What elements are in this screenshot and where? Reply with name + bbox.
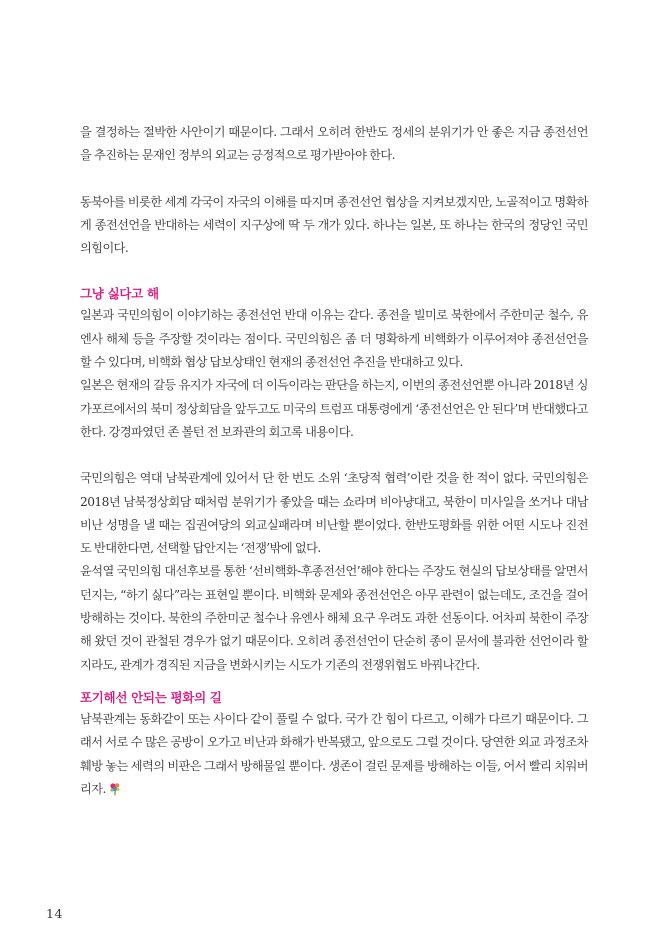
article-body: [80, 121, 588, 801]
paragraph-intro-1: 을 결정하는 절박한 사안이기 때문이다. 그래서 오히려 한반도 정세의 분위기가 안 좋은 지금 종전선언을 추진하는 문재인 정부의 외교는 긍정적으로 평가받아야 한다.: [80, 125, 588, 163]
paragraph-s2-1-text: 남북관계는 동화같이 또는 사이다 같이 풀릴 수 없다. 국가 간 힘이 다르고, 이해가 다르기 때문이다. 그래서 서로 수 많은 공방이 오가고 비난과 화해가 반복됐고, 앞으로도 그럴 것이다. 당연한 외교 과정조차 훼방 놓는 세력의 비판은 그래서 방해물일 뿐이다. 생존이 걸린 문제를 방해하는 이들, 어서 빨리 치워버리자.: [80, 711, 588, 796]
section-heading-1: 그냥 싫다고 해: [80, 286, 159, 302]
flower-icon: [109, 781, 121, 795]
paragraph-s1-4: 윤석열 국민의힘 대선후보를 통한 ‘선비핵화-후종전선언’해야 한다는 주장도 현실의 답보상태를 알면서 던지는, “하기 싫다”라는 표현일 뿐이다. 비핵화 문제와 종전선언은 아무 관련이 없는데도, 조건을 걸어 방해하는 것이다. 북한의 주한미군 철수나 유엔사 해체 요구 우려도 과한 선동이다. 어차피 북한이 주장해 왔던 것이 관철된 경우가 없기 때문이다. 오히려 종전선언이 단순히 종이 문서에 불과한 선언이라 할지라도, 관계가 경직된 지금을 변화시키는 시도가 기존의 전쟁위협도 바꿔나간다.: [80, 564, 588, 672]
section-heading-2: 포기해선 안되는 평화의 길: [80, 689, 222, 705]
paragraph-s1-1: 일본과 국민의힘이 이야기하는 종전선언 반대 이유는 같다. 종전을 빌미로 북한에서 주한미군 철수, 유엔사 해체 등을 주장할 것이라는 점이다. 국민의힘은 좀 더 명확하게 비핵화가 이루어져야 종전선언을 할 수 있다며, 비핵화 협상 답보상태인 현재의 종전선언 추진을 반대하고 있다.: [80, 308, 588, 370]
page-number: 14: [46, 906, 63, 921]
paragraph-intro-2: 동북아를 비롯한 세계 각국이 자국의 이해를 따지며 종전선언 협상을 지켜보겠지만, 노골적이고 명확하게 종전선언을 반대하는 세력이 지구상에 딱 두 개가 있다. 하나는 일본, 또 하나는 한국의 정당인 국민의힘이다.: [80, 194, 588, 256]
paragraph-s2-1: [80, 708, 588, 801]
paragraph-s1-2: 일본은 현재의 갈등 유지가 자국에 더 이득이라는 판단을 하는지, 이번의 종전선언뿐 아니라 2018년 싱가포르에서의 북미 정상회담을 앞두고도 미국의 트럼프 대통령에게 ‘종전선언은 안 된다’며 반대했다고 한다. 강경파였던 존 볼턴 전 보좌관의 회고록 내용이다.: [80, 378, 588, 439]
paragraph-s1-3: 국민의힘은 역대 남북관계에 있어서 단 한 번도 소위 ‘초당적 협력’이란 것을 한 적이 없다. 국민의힘은 2018년 남북정상회담 때처럼 분위기가 좋았을 때는 쇼라며 비아냥대고, 북한이 미사일을 쏘거나 대남 비난 성명을 낼 때는 집권여당의 외교실패라며 비난할 뿐이었다. 한반도평화를 위한 어떤 시도나 진전도 반대한다면, 선택할 답안지는 ‘전쟁’밖에 없다.: [80, 471, 588, 556]
